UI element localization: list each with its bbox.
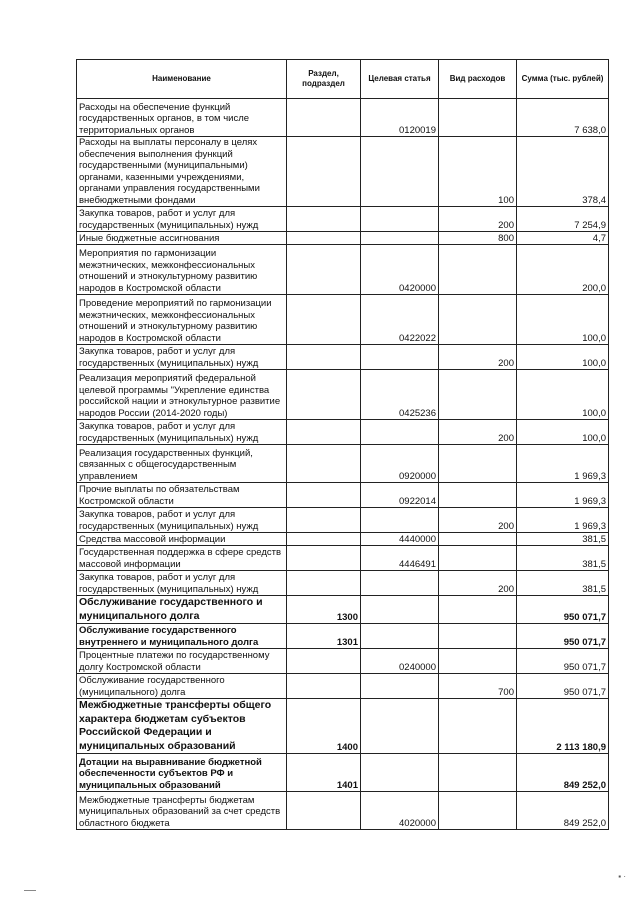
row-name: Иные бюджетные ассигнования: [77, 232, 287, 245]
row-sum: 200,0: [517, 245, 609, 295]
row-target: 0420000: [361, 245, 439, 295]
row-sum: 7 254,9: [517, 207, 609, 232]
row-name: Межбюджетные трансферты бюджетам муниципальных образований за счет средств областного бюджета: [77, 792, 287, 830]
header-name: Наименование: [77, 60, 287, 99]
table-row: [77, 649, 609, 674]
row-section: [287, 137, 361, 207]
row-section: [287, 445, 361, 483]
row-name: Расходы на выплаты персоналу в целях обеспечения выполнения функций государственными (муниципальными) органами, казенными учреждениями, органами управления государственными внебюджетными фондами: [77, 137, 287, 207]
table-row: [77, 445, 609, 483]
header-sum: Сумма (тыс. рублей): [517, 60, 609, 99]
row-name: Закупка товаров, работ и услуг для государственных (муниципальных) нужд: [77, 420, 287, 445]
row-kind: [439, 295, 517, 345]
row-target: [361, 571, 439, 596]
row-name: Закупка товаров, работ и услуг для государственных (муниципальных) нужд: [77, 345, 287, 370]
row-section: 1301: [287, 624, 361, 649]
row-kind: 700: [439, 674, 517, 699]
row-target: [361, 754, 439, 792]
row-section: [287, 546, 361, 571]
table-row: [77, 99, 609, 137]
table-header-row: [77, 60, 609, 99]
row-kind: [439, 754, 517, 792]
row-kind: [439, 245, 517, 295]
table-row: [77, 792, 609, 830]
row-section: [287, 533, 361, 546]
row-sum: 950 071,7: [517, 596, 609, 624]
row-kind: [439, 445, 517, 483]
row-kind: [439, 699, 517, 754]
row-target: [361, 699, 439, 754]
row-kind: [439, 596, 517, 624]
table-row: [77, 624, 609, 649]
row-kind: 800: [439, 232, 517, 245]
row-sum: 849 252,0: [517, 754, 609, 792]
row-sum: 7 638,0: [517, 99, 609, 137]
row-sum: 100,0: [517, 295, 609, 345]
row-sum: 381,5: [517, 533, 609, 546]
row-sum: 381,5: [517, 546, 609, 571]
row-kind: [439, 624, 517, 649]
row-kind: [439, 533, 517, 546]
row-sum: 950 071,7: [517, 674, 609, 699]
row-name: Обслуживание государственного внутреннего и муниципального долга: [77, 624, 287, 649]
row-name: Прочие выплаты по обязательствам Костромской области: [77, 483, 287, 508]
row-section: [287, 345, 361, 370]
header-target-article: Целевая статья: [361, 60, 439, 99]
row-name: Средства массовой информации: [77, 533, 287, 546]
row-target: 0920000: [361, 445, 439, 483]
row-sum: 950 071,7: [517, 624, 609, 649]
row-target: [361, 596, 439, 624]
table-row: [77, 232, 609, 245]
row-kind: [439, 370, 517, 420]
row-name: Закупка товаров, работ и услуг для государственных (муниципальных) нужд: [77, 207, 287, 232]
row-section: [287, 232, 361, 245]
scan-artifact-mark: ▪ ·: [618, 872, 626, 881]
row-sum: 381,5: [517, 571, 609, 596]
scan-artifact-line: [24, 890, 36, 891]
table-row: [77, 546, 609, 571]
row-name: Дотации на выравнивание бюджетной обеспеченности субъектов РФ и муниципальных образований: [77, 754, 287, 792]
table-row: [77, 295, 609, 345]
row-sum: 1 969,3: [517, 483, 609, 508]
row-sum: 2 113 180,9: [517, 699, 609, 754]
row-kind: 200: [439, 420, 517, 445]
row-section: [287, 674, 361, 699]
row-section: [287, 571, 361, 596]
row-target: 0422022: [361, 295, 439, 345]
row-section: [287, 99, 361, 137]
row-name: Расходы на обеспечение функций государственных органов, в том числе территориальных органов: [77, 99, 287, 137]
row-target: [361, 232, 439, 245]
row-name: Мероприятия по гармонизации межэтнических, межконфессиональных отношений и этнокультурному развитию народов в Костромской области: [77, 245, 287, 295]
table-row: [77, 345, 609, 370]
table-row: [77, 596, 609, 624]
row-target: [361, 137, 439, 207]
row-name: Закупка товаров, работ и услуг для государственных (муниципальных) нужд: [77, 571, 287, 596]
table-row: [77, 483, 609, 508]
row-name: Государственная поддержка в сфере средств массовой информации: [77, 546, 287, 571]
row-kind: 100: [439, 137, 517, 207]
table-row: [77, 370, 609, 420]
table-row: [77, 245, 609, 295]
table-row: [77, 137, 609, 207]
row-kind: [439, 792, 517, 830]
row-target: 4446491: [361, 546, 439, 571]
row-section: [287, 207, 361, 232]
row-name: Закупка товаров, работ и услуг для государственных (муниципальных) нужд: [77, 508, 287, 533]
row-target: [361, 207, 439, 232]
row-section: [287, 508, 361, 533]
row-kind: 200: [439, 207, 517, 232]
row-kind: 200: [439, 508, 517, 533]
row-section: 1401: [287, 754, 361, 792]
table-row: [77, 207, 609, 232]
table-row: [77, 699, 609, 754]
row-name: Проведение мероприятий по гармонизации межэтнических, межконфессиональных отношений и этнокультурному развитию народов в Костромской области: [77, 295, 287, 345]
row-target: [361, 624, 439, 649]
header-expense-kind: Вид расходов: [439, 60, 517, 99]
table-row: [77, 420, 609, 445]
row-target: 0120019: [361, 99, 439, 137]
row-sum: 1 969,3: [517, 508, 609, 533]
row-name: Обслуживание государственного (муниципального) долга: [77, 674, 287, 699]
row-kind: [439, 483, 517, 508]
row-kind: 200: [439, 571, 517, 596]
row-target: 0240000: [361, 649, 439, 674]
row-sum: 100,0: [517, 370, 609, 420]
row-section: [287, 649, 361, 674]
row-target: 4440000: [361, 533, 439, 546]
row-kind: [439, 546, 517, 571]
row-section: [287, 483, 361, 508]
row-name: Реализация мероприятий федеральной целевой программы "Укрепление единства российской нации и этнокультурное развитие народов России (2014-2020 годы): [77, 370, 287, 420]
header-section: Раздел, подраздел: [287, 60, 361, 99]
row-section: [287, 370, 361, 420]
row-sum: 950 071,7: [517, 649, 609, 674]
row-sum: 1 969,3: [517, 445, 609, 483]
table-row: [77, 754, 609, 792]
row-sum: 100,0: [517, 420, 609, 445]
row-target: 4020000: [361, 792, 439, 830]
row-sum: 378,4: [517, 137, 609, 207]
budget-table: [76, 59, 609, 830]
row-kind: [439, 649, 517, 674]
row-sum: 4,7: [517, 232, 609, 245]
row-name: Процентные платежи по государственному долгу Костромской области: [77, 649, 287, 674]
row-section: [287, 245, 361, 295]
row-target: [361, 345, 439, 370]
row-name: Обслуживание государственного и муниципального долга: [77, 596, 287, 624]
row-target: [361, 508, 439, 533]
row-target: 0425236: [361, 370, 439, 420]
row-sum: 849 252,0: [517, 792, 609, 830]
row-sum: 100,0: [517, 345, 609, 370]
row-target: [361, 674, 439, 699]
table-row: [77, 674, 609, 699]
row-kind: 200: [439, 345, 517, 370]
row-section: [287, 420, 361, 445]
row-section: 1300: [287, 596, 361, 624]
row-section: [287, 295, 361, 345]
row-kind: [439, 99, 517, 137]
row-name: Реализация государственных функций, связанных с общегосударственным управлением: [77, 445, 287, 483]
row-section: 1400: [287, 699, 361, 754]
row-target: 0922014: [361, 483, 439, 508]
table-row: [77, 508, 609, 533]
table-row: [77, 533, 609, 546]
row-target: [361, 420, 439, 445]
row-name: Межбюджетные трансферты общего характера бюджетам субъектов Российской Федерации и муниципальных образований: [77, 699, 287, 754]
table-row: [77, 571, 609, 596]
row-section: [287, 792, 361, 830]
